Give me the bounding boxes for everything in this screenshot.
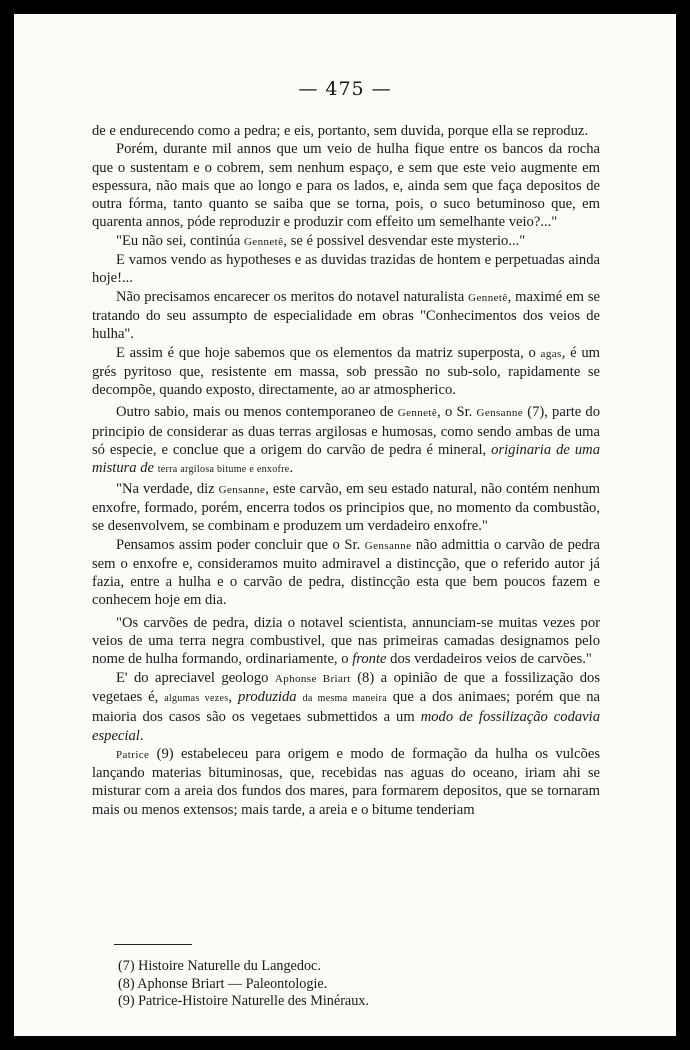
small-caps-run: terra argilosa bitume e enxofre: [157, 464, 290, 476]
text-run: Não precisamos encarecer os meritos do notavel naturalista: [116, 288, 469, 305]
text-run: não admittia o carvão de pedra sem o enxofre e, consideramos muito admiravel a distincção, que o referido autor já fazia, entre a hulha e o carvão de pedra, distincção esta que bem poucos fazem e conhecem hoje em dia.: [92, 536, 600, 609]
italic-run: fronte: [352, 651, 387, 668]
text-run: "Eu não sei, continúa: [116, 232, 244, 249]
book-page: [14, 14, 676, 1036]
paragraph: [92, 140, 600, 231]
paragraph: [92, 403, 600, 479]
text-run: E vamos vendo as hypotheses e as duvidas trazidas de hontem e perpetuadas ainda hoje!...: [92, 252, 600, 287]
text-run: .: [139, 727, 144, 744]
text-run: Pensamos assim poder concluir que o Sr.: [116, 536, 365, 553]
footnote: (8) Aphonse Briart — Paleontologie.: [118, 975, 328, 992]
footnote: (7) Histoire Naturelle du Langedoc.: [118, 958, 321, 974]
author-name: Aphonse Briart: [274, 672, 351, 685]
text-run: , se é possivel desvendar este mysterio...": [283, 232, 526, 249]
italic-run: originaria de uma mistura de: [92, 442, 600, 477]
text-run: Porém, durante mil annos que um veio de hulha fique entre os bancos da rocha que o sustentam e o cobrem, sem nenhum espaço, e sem que este veio augmente em espessura, não mais que ao longo e para os lados, e, ainda sem que faça depositos de outra fórma, tanto quanto se saiba que se torna, pois, o suco betuminoso que, em quarenta annos, póde reproduzir e produzir com effeito um semelhante veio?...": [92, 141, 600, 231]
text-run: (8) a opinião de que a fossilização dos vegetaes é,: [92, 669, 601, 705]
author-name: Gennetê: [468, 291, 508, 304]
text-run: (7), parte do principio de considerar as duas terras argilosas e humosas, como sendo ambas de uma só especie, e conclue que a origem do carvão de pedra é mineral,: [92, 404, 600, 459]
paragraph: [92, 251, 600, 288]
text-run: E assim é que hoje sabemos que os elementos da matriz superposta, o: [116, 344, 541, 361]
paragraph: [92, 745, 600, 819]
text-run: que a dos animaes; porém que na maioria dos casos são os vegetaes submettidos a um: [92, 688, 601, 726]
term-agas: agas: [540, 347, 562, 360]
text-run: , maximé em se tratando do seu assumpto de especialidade em obras "Conhecimentos dos veios de hulha".: [92, 288, 600, 343]
author-name: Gensanne: [218, 483, 266, 496]
text-run: ,: [228, 688, 238, 705]
paragraph: [92, 614, 600, 669]
footnotes: [118, 958, 578, 1011]
footnote: (9) Patrice-Histoire Naturelle des Minéraux.: [118, 993, 369, 1010]
text-run: , é um grés pyritoso que, resistente em massa, sob pressão no sub-solo, rapidamente se decompõe, quando exposto, directamente, ao ar atmospherico.: [92, 344, 600, 399]
text-run: de e endurecendo como a pedra; e eis, portanto, sem duvida, porque ella se reproduz.: [92, 123, 588, 139]
text-run: E' do apreciavel geologo: [116, 669, 275, 686]
text-run: .: [289, 460, 294, 477]
author-name: Gennetê: [397, 407, 438, 420]
text-run: "Na verdade, diz: [116, 480, 219, 497]
text-run: (9) estabeleceu para origem e modo de formação da hulha os vulcões lançando materias bituminosas, que, recebidas nas aguas do oceano, iriam ahi se misturar com a areia dos fundos dos mares, para formarem depositos, que se tornaram mais ou menos extensos; mais tarde, a areia e o bitume tenderiam: [92, 745, 600, 818]
text-run: dos verdadeiros veios de carvões.": [386, 651, 592, 668]
paragraph: [92, 232, 600, 251]
italic-run: produzida: [237, 688, 297, 705]
paragraph: [92, 536, 600, 610]
author-name: Gennetê: [243, 235, 284, 248]
paragraph: [92, 122, 600, 140]
italic-run: modo de fossilização codavia especial: [92, 709, 600, 744]
text-run: , o Sr.: [437, 404, 477, 421]
small-caps-run: algumas vezes: [164, 692, 229, 704]
text-run: "Os carvões de pedra, dizia o notavel scientista, annunciam-se muitas vezes por veios de uma terra negra combustivel, que nas primeiras camadas designamos pelo nome de hulha formando, ordinariamente, o: [92, 614, 600, 668]
paragraph: [92, 669, 600, 745]
text-run: , este carvão, em seu estado natural, não contém nenhum enxofre, formado, porém, encerra todos os principios que, no momento da combustão, se desenvolvem, se combinam e produzem um verdadeiro enxofre.": [92, 480, 600, 535]
paragraph: [92, 344, 600, 400]
body-text: [92, 122, 600, 819]
author-name: Patrice: [116, 748, 150, 761]
paragraph: [92, 480, 600, 536]
small-caps-run: da mesma maneira: [302, 692, 387, 704]
text-run: Outro sabio, mais ou menos contemporaneo de: [116, 404, 398, 421]
paragraph: [92, 288, 600, 344]
author-name: Gensanne: [364, 539, 412, 552]
author-name: Gensanne: [476, 407, 524, 420]
page-number: — 475 —: [298, 78, 392, 100]
footnote-divider: [114, 944, 192, 945]
